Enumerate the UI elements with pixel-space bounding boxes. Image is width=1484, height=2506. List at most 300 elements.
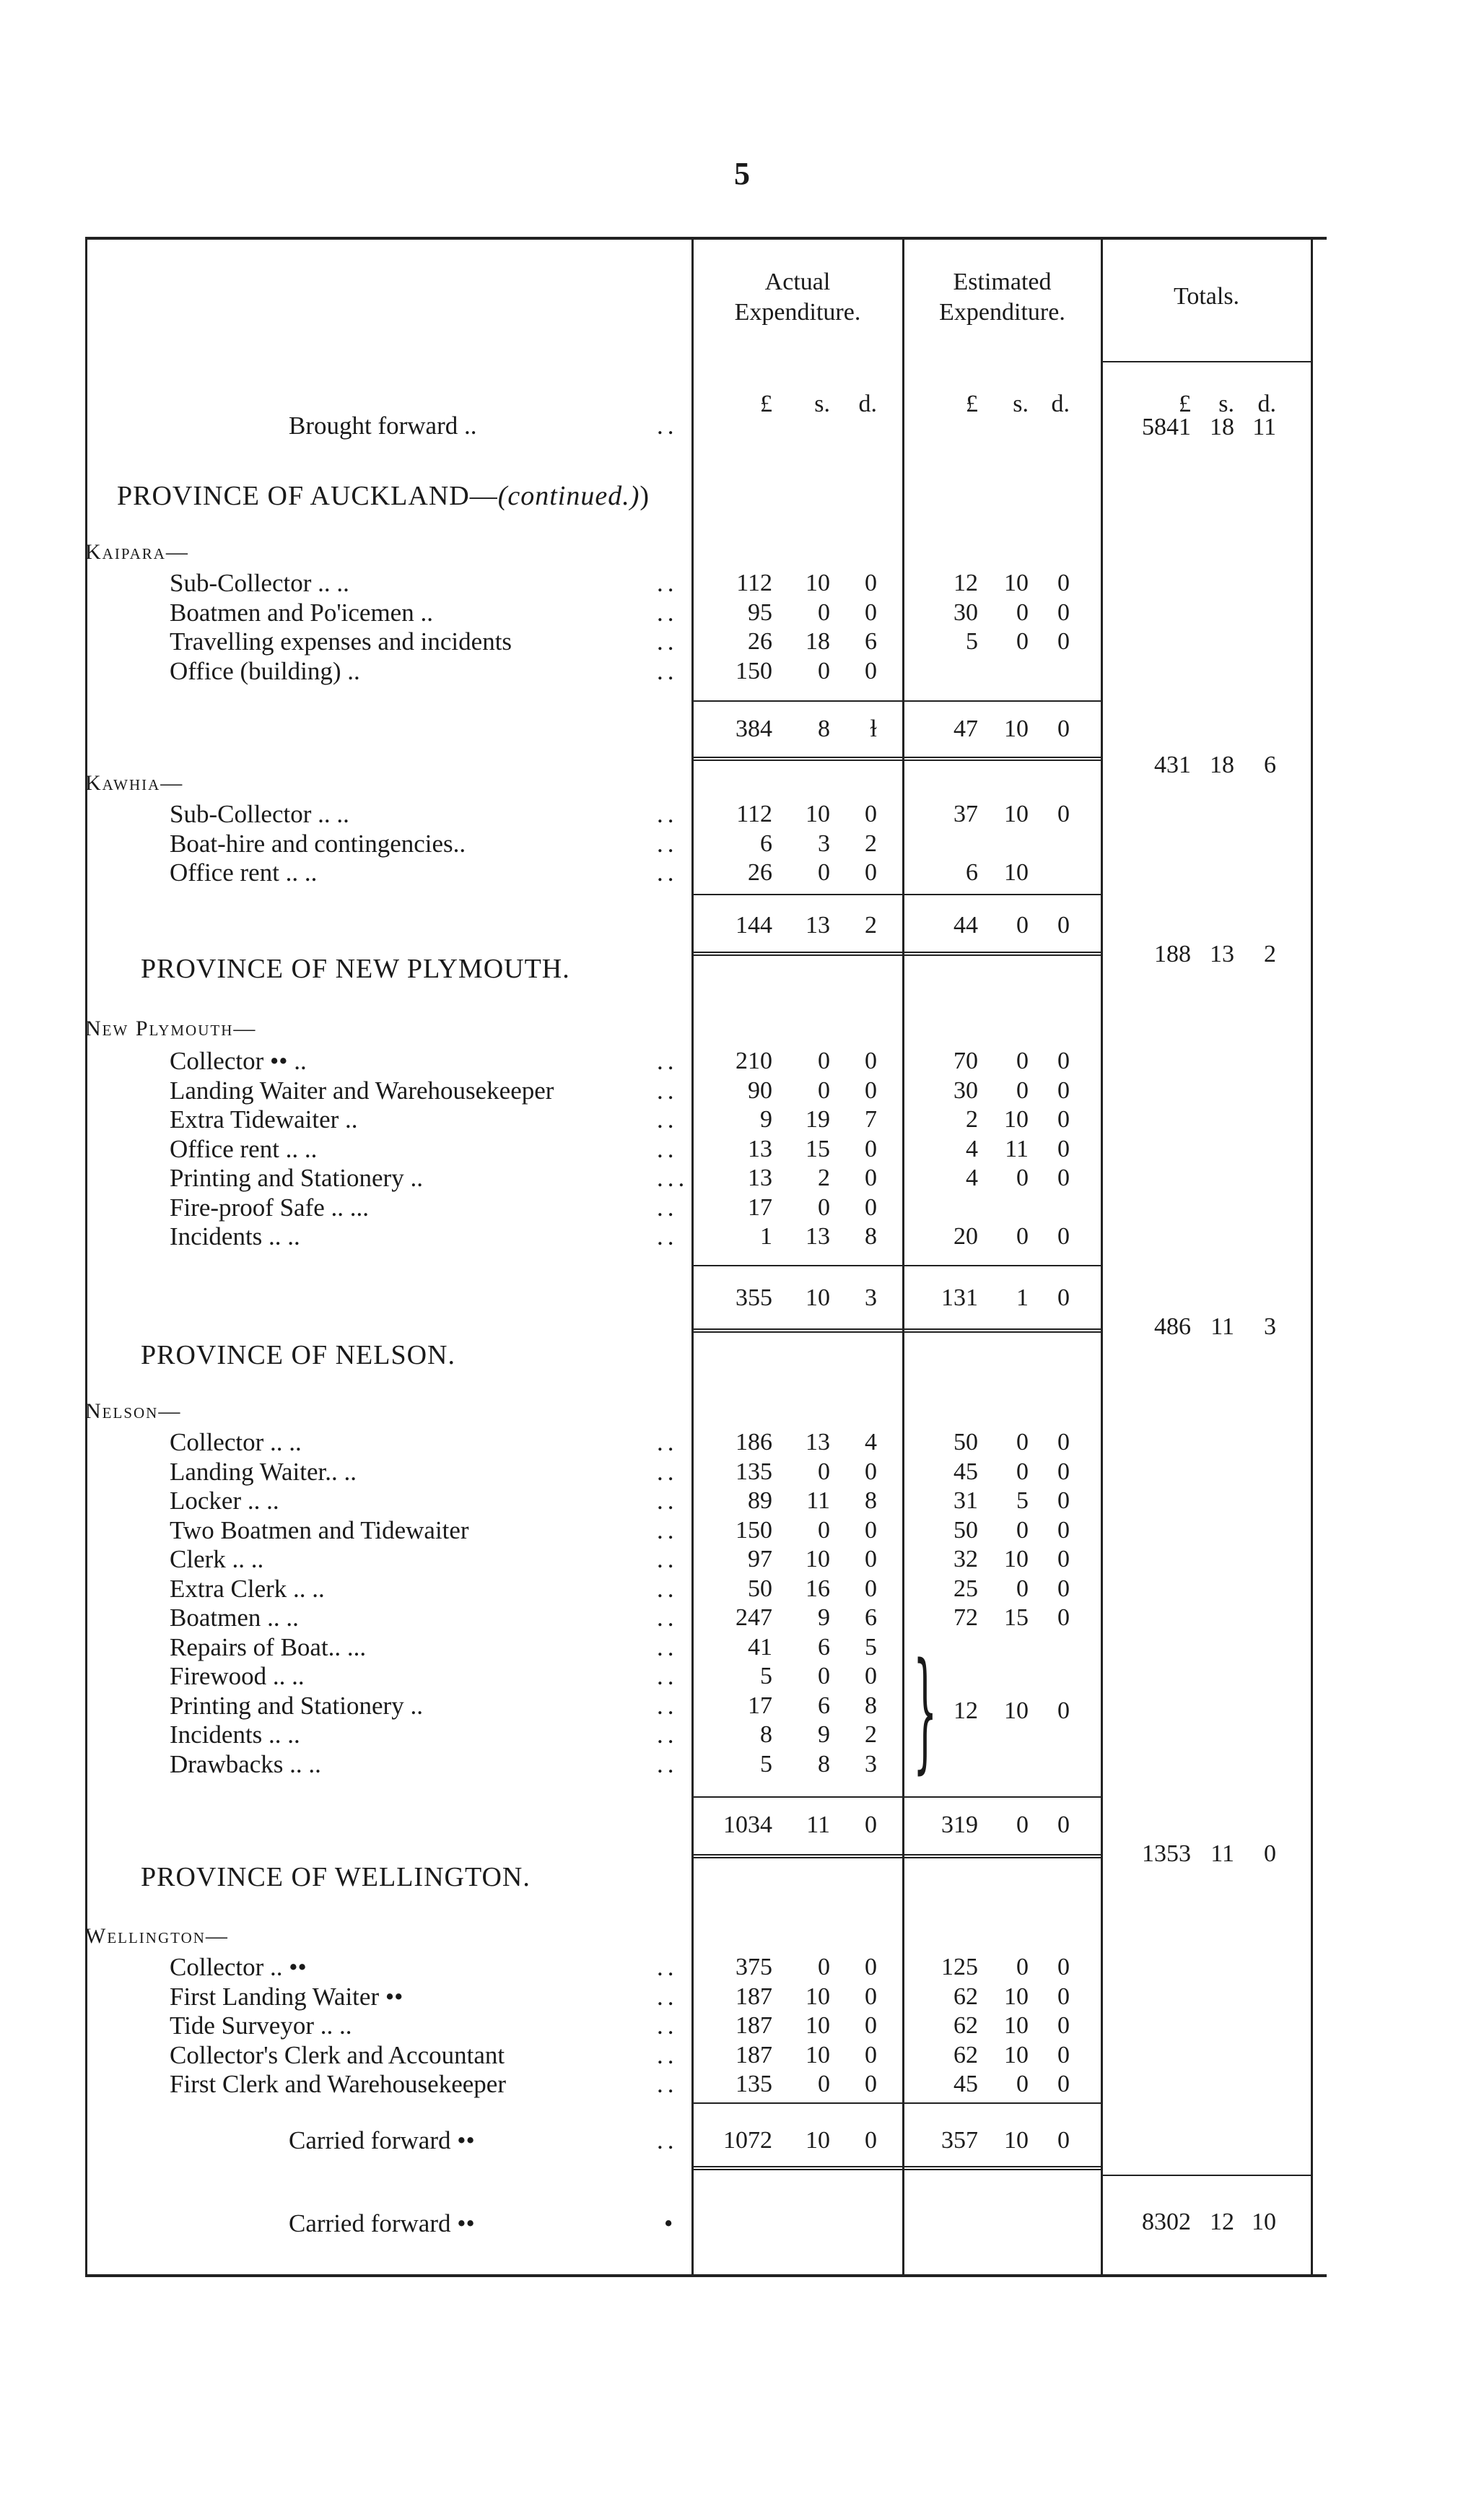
new_plymouth-actual-pence: 8 xyxy=(865,1223,877,1250)
new_plymouth-estimated-shillings: 0 xyxy=(1016,1223,1029,1250)
kaipara-total-shillings: 18 xyxy=(1210,752,1234,778)
unit-header-actual-shillings: s. xyxy=(814,391,830,417)
wellington-estimated-pounds: 62 xyxy=(953,2012,978,2039)
kawhia-total-pounds: 188 xyxy=(1154,941,1191,967)
kaipara-total-pence: 6 xyxy=(1264,752,1276,778)
new-plymouth-subtotal-estimated-pence: 0 xyxy=(1057,1284,1070,1311)
new_plymouth-estimated-pounds: 2 xyxy=(966,1106,978,1133)
new_plymouth-row-dots: .. xyxy=(657,1193,678,1222)
nelson-estimated-shillings: 5 xyxy=(1016,1487,1029,1514)
new_plymouth-actual-pence: 0 xyxy=(865,1165,877,1191)
wellington-carried-actual-pence: 0 xyxy=(865,2127,877,2154)
nelson-estimated-shillings: 0 xyxy=(1016,1575,1029,1602)
wellington-row-label: First Landing Waiter •• xyxy=(170,1982,403,2011)
new-plymouth-subtotal-actual-pounds: 355 xyxy=(736,1284,772,1311)
final-total-shillings: 12 xyxy=(1210,2209,1234,2235)
kawhia-actual-rule xyxy=(691,894,902,895)
kawhia-subtotal-estimated-pounds: 44 xyxy=(953,912,978,939)
kaipara-subtotal-estimated-shillings: 10 xyxy=(1004,715,1029,742)
province-new-plymouth: PROVINCE OF NEW PLYMOUTH. xyxy=(141,954,570,984)
nelson-subtotal-actual-shillings: 11 xyxy=(806,1811,830,1838)
wellington-carried-estimated-pence: 0 xyxy=(1057,2127,1070,2154)
kawhia-actual-shillings: 10 xyxy=(806,801,830,827)
new_plymouth-estimated-pounds: 4 xyxy=(966,1135,978,1162)
wellington-row-dots: .. xyxy=(657,2011,678,2040)
final-total-pence: 10 xyxy=(1252,2209,1276,2235)
kawhia-estimated-shillings: 10 xyxy=(1004,801,1029,827)
new_plymouth-actual-pounds: 13 xyxy=(748,1165,772,1191)
nelson-actual-rule xyxy=(691,1796,902,1798)
nelson-actual-shillings: 13 xyxy=(806,1429,830,1456)
new_plymouth-estimated-pounds: 4 xyxy=(966,1165,978,1191)
kaipara-estimated-shillings: 0 xyxy=(1016,599,1029,626)
wellington-actual-pounds: 187 xyxy=(736,1983,772,2010)
nelson-row-label: Two Boatmen and Tidewaiter xyxy=(170,1515,469,1544)
new_plymouth-actual-pounds: 17 xyxy=(748,1193,772,1221)
unit-header-actual-pounds: £ xyxy=(760,391,772,417)
new_plymouth-row-label: Office rent .. .. xyxy=(170,1134,318,1163)
nelson-row-label: Landing Waiter.. .. xyxy=(170,1457,357,1486)
nelson-row-label: Boatmen .. .. xyxy=(170,1604,299,1632)
wellington-actual-pence: 0 xyxy=(865,1954,877,1980)
wellington-actual-pence: 0 xyxy=(865,2041,877,2068)
wellington-carried-dots: .. xyxy=(657,2126,678,2154)
kaipara-estimated-pounds: 5 xyxy=(966,628,978,655)
province-wellington: PROVINCE OF WELLINGTON. xyxy=(141,1862,531,1892)
nelson-total-shillings: 11 xyxy=(1210,1840,1234,1867)
kaipara-row-label: Office (building) .. xyxy=(170,656,360,685)
nelson-bracket-estimated-pounds: 12 xyxy=(953,1697,978,1724)
wellington-actual-shillings: 0 xyxy=(818,1954,830,1980)
wellington-estimated-pence: 0 xyxy=(1057,2071,1070,2097)
brought-forward-total-pence: 11 xyxy=(1252,414,1276,440)
nelson-total-pounds: 1353 xyxy=(1142,1840,1191,1867)
nelson-row-label: Locker .. .. xyxy=(170,1487,279,1515)
wellington-estimated-pence: 0 xyxy=(1057,2012,1070,2039)
new-plymouth-total-pounds: 486 xyxy=(1154,1313,1191,1340)
nelson-row-label: Repairs of Boat.. ... xyxy=(170,1632,367,1661)
new_plymouth-actual-shillings: 0 xyxy=(818,1048,830,1074)
nelson-row-dots: .. xyxy=(657,1632,678,1661)
nelson-actual-shillings: 0 xyxy=(818,1516,830,1544)
kaipara-row-label: Travelling expenses and incidents xyxy=(170,627,512,656)
nelson-bracket-estimated-pence: 0 xyxy=(1057,1697,1070,1724)
nelson-actual-pence: 2 xyxy=(865,1721,877,1748)
wellington-actual-pounds: 375 xyxy=(736,1954,772,1980)
kaipara-estimated-rule xyxy=(902,700,1101,702)
kawhia-row-dots: .. xyxy=(657,858,678,887)
page-number: 5 xyxy=(734,156,750,191)
kaipara-actual-pence: 0 xyxy=(865,599,877,626)
kawhia-row-label: Boat-hire and contingencies.. xyxy=(170,829,466,858)
kaipara-row-dots: .. xyxy=(657,598,678,627)
table-bottom-rule xyxy=(85,2274,1327,2277)
nelson-row-label: Printing and Stationery .. xyxy=(170,1691,423,1720)
new_plymouth-estimated-pence: 0 xyxy=(1057,1106,1070,1133)
wellington-estimated-shillings: 10 xyxy=(1004,2012,1029,2039)
wellington-carried-actual-shillings: 10 xyxy=(806,2127,830,2154)
new-plymouth-actual-rule xyxy=(691,1265,902,1266)
new-plymouth-estimated-rule xyxy=(902,1265,1101,1266)
nelson-estimated-pounds: 45 xyxy=(953,1458,978,1485)
kaipara-estimated-shillings: 10 xyxy=(1004,570,1029,596)
nelson-actual-pounds: 8 xyxy=(760,1721,772,1748)
kawhia-estimated-pounds: 37 xyxy=(953,801,978,827)
kaipara-estimated-pounds: 12 xyxy=(953,570,978,596)
kaipara-actual-shillings: 0 xyxy=(818,599,830,626)
nelson-actual-shillings: 0 xyxy=(818,1458,830,1485)
nelson-estimated-pounds: 50 xyxy=(953,1516,978,1544)
new_plymouth-actual-pounds: 13 xyxy=(748,1135,772,1162)
new_plymouth-row-label: Printing and Stationery .. xyxy=(170,1164,423,1192)
wellington-row-dots: .. xyxy=(657,2040,678,2069)
nelson-row-dots: .. xyxy=(657,1545,678,1573)
kaipara-total-pounds: 431 xyxy=(1154,752,1191,778)
kaipara-subtotal-actual-pounds: 384 xyxy=(736,715,772,742)
unit-header-totals-pence: d. xyxy=(1257,391,1276,417)
wellington-actual-shillings: 0 xyxy=(818,2071,830,2097)
new_plymouth-estimated-pence: 0 xyxy=(1057,1165,1070,1191)
totals-header-rule xyxy=(1101,361,1311,362)
new_plymouth-actual-shillings: 19 xyxy=(806,1106,830,1133)
new_plymouth-actual-pence: 0 xyxy=(865,1135,877,1162)
wellington-actual-pounds: 187 xyxy=(736,2012,772,2039)
kaipara-estimated-shillings: 0 xyxy=(1016,628,1029,655)
kawhia-row-label: Sub-Collector .. .. xyxy=(170,800,349,828)
nelson-actual-shillings: 6 xyxy=(818,1692,830,1719)
new_plymouth-actual-pence: 0 xyxy=(865,1076,877,1104)
new_plymouth-estimated-pounds: 70 xyxy=(953,1048,978,1074)
kawhia-actual-pounds: 26 xyxy=(748,859,772,886)
nelson-estimated-shillings: 0 xyxy=(1016,1429,1029,1456)
kawhia-row-dots: .. xyxy=(657,800,678,828)
kawhia-subtotal-actual-pounds: 144 xyxy=(736,912,772,939)
col-divider-totals xyxy=(1101,238,1103,2276)
nelson-actual-pence: 0 xyxy=(865,1546,877,1572)
wellington-row-dots: .. xyxy=(657,1953,678,1981)
nelson-subtotal-actual-pounds: 1034 xyxy=(723,1811,772,1838)
unit-header-estimated-pence: d. xyxy=(1051,391,1070,417)
nelson-actual-pounds: 17 xyxy=(748,1692,772,1719)
nelson-row-dots: .. xyxy=(657,1720,678,1749)
wellington-estimated-pounds: 62 xyxy=(953,1983,978,2010)
nelson-actual-pounds: 150 xyxy=(736,1516,772,1544)
wellington-row-label: First Clerk and Warehousekeeper xyxy=(170,2070,506,2098)
final-carried-label: Carried forward •• xyxy=(289,2209,475,2237)
nelson-actual-pence: 0 xyxy=(865,1575,877,1602)
section-new_plymouth: New Plymouth— xyxy=(85,1017,257,1040)
wellington-actual-shillings: 10 xyxy=(806,1983,830,2010)
kaipara-actual-shillings: 10 xyxy=(806,570,830,596)
nelson-actual-pounds: 89 xyxy=(748,1487,772,1514)
wellington-estimated-pence: 0 xyxy=(1057,1954,1070,1980)
new_plymouth-actual-pounds: 90 xyxy=(748,1076,772,1104)
wellington-estimated-pounds: 45 xyxy=(953,2071,978,2097)
new-plymouth-subtotal-actual-shillings: 10 xyxy=(806,1284,830,1311)
new_plymouth-actual-pence: 7 xyxy=(865,1106,877,1133)
nelson-row-dots: .. xyxy=(657,1574,678,1603)
kaipara-actual-pounds: 150 xyxy=(736,657,772,684)
kawhia-actual-pence: 2 xyxy=(865,830,877,857)
nelson-estimated-pence: 0 xyxy=(1057,1487,1070,1514)
wellington-estimated-pence: 0 xyxy=(1057,1983,1070,2010)
new_plymouth-estimated-pence: 0 xyxy=(1057,1048,1070,1074)
wellington-actual-rule xyxy=(691,2102,902,2104)
nelson-actual-pence: 6 xyxy=(865,1604,877,1631)
unit-header-totals-pounds: £ xyxy=(1179,391,1191,417)
nelson-subtotal-estimated-pounds: 319 xyxy=(941,1811,978,1838)
new_plymouth-row-label: Extra Tidewaiter .. xyxy=(170,1105,358,1134)
nelson-estimated-shillings: 0 xyxy=(1016,1516,1029,1544)
new_plymouth-row-label: Landing Waiter and Warehousekeeper xyxy=(170,1076,554,1105)
nelson-row-dots: .. xyxy=(657,1662,678,1690)
wellington-estimated-double-rule xyxy=(902,2166,1101,2170)
nelson-estimated-shillings: 0 xyxy=(1016,1458,1029,1485)
kaipara-subtotal-actual-pence: ɫ xyxy=(870,715,877,742)
nelson-actual-pounds: 50 xyxy=(748,1575,772,1602)
new_plymouth-actual-shillings: 0 xyxy=(818,1193,830,1221)
new_plymouth-row-dots: ... xyxy=(657,1164,689,1192)
wellington-actual-double-rule xyxy=(691,2166,902,2170)
header-totals: Totals. xyxy=(1173,283,1240,310)
section-kawhia: Kawhia— xyxy=(85,771,184,795)
new_plymouth-actual-shillings: 2 xyxy=(818,1165,830,1191)
kaipara-row-label: Boatmen and Po'icemen .. xyxy=(170,598,433,627)
kawhia-row-label: Office rent .. .. xyxy=(170,858,318,887)
nelson-estimated-pence: 0 xyxy=(1057,1458,1070,1485)
kaipara-actual-pence: 0 xyxy=(865,570,877,596)
kawhia-actual-shillings: 0 xyxy=(818,859,830,886)
nelson-row-label: Firewood .. .. xyxy=(170,1662,305,1690)
kaipara-actual-pounds: 26 xyxy=(748,628,772,655)
nelson-row-label: Extra Clerk .. .. xyxy=(170,1574,325,1603)
nelson-row-dots: .. xyxy=(657,1604,678,1632)
new_plymouth-actual-pence: 0 xyxy=(865,1193,877,1221)
new-plymouth-total-pence: 3 xyxy=(1264,1313,1276,1340)
nelson-subtotal-estimated-pence: 0 xyxy=(1057,1811,1070,1838)
kaipara-estimated-pounds: 30 xyxy=(953,599,978,626)
wellington-estimated-shillings: 10 xyxy=(1004,1983,1029,2010)
province-auckland-continued: (continued.) xyxy=(497,481,640,511)
province-nelson: PROVINCE OF NELSON. xyxy=(141,1340,455,1370)
kawhia-total-pence: 2 xyxy=(1264,941,1276,967)
wellington-estimated-shillings: 0 xyxy=(1016,1954,1029,1980)
wellington-row-label: Tide Surveyor .. .. xyxy=(170,2011,352,2040)
nelson-actual-pence: 0 xyxy=(865,1663,877,1689)
unit-header-actual-pence: d. xyxy=(858,391,877,417)
nelson-actual-shillings: 9 xyxy=(818,1721,830,1748)
kaipara-actual-pence: 6 xyxy=(865,628,877,655)
wellington-carried-actual-pounds: 1072 xyxy=(723,2127,772,2154)
kawhia-subtotal-actual-shillings: 13 xyxy=(806,912,830,939)
kaipara-actual-pence: 0 xyxy=(865,657,877,684)
nelson-actual-pence: 8 xyxy=(865,1487,877,1514)
wellington-carried-label: Carried forward •• xyxy=(289,2126,475,2154)
nelson-actual-pounds: 41 xyxy=(748,1633,772,1661)
wellington-actual-pence: 0 xyxy=(865,1983,877,2010)
wellington-row-label: Collector's Clerk and Accountant xyxy=(170,2040,505,2069)
nelson-actual-shillings: 9 xyxy=(818,1604,830,1631)
nelson-estimated-pence: 0 xyxy=(1057,1516,1070,1544)
nelson-actual-pounds: 5 xyxy=(760,1750,772,1778)
kaipara-subtotal-actual-shillings: 8 xyxy=(818,715,830,742)
kaipara-row-dots: .. xyxy=(657,627,678,656)
nelson-actual-pounds: 97 xyxy=(748,1546,772,1572)
new_plymouth-estimated-pounds: 30 xyxy=(953,1076,978,1104)
nelson-subtotal-estimated-shillings: 0 xyxy=(1016,1811,1029,1838)
kawhia-actual-pence: 0 xyxy=(865,801,877,827)
wellington-carried-estimated-pounds: 357 xyxy=(941,2127,978,2154)
new_plymouth-actual-pounds: 9 xyxy=(760,1106,772,1133)
province-auckland: PROVINCE OF AUCKLAND—(continued.)) xyxy=(117,481,650,511)
nelson-actual-pence: 5 xyxy=(865,1633,877,1661)
new_plymouth-row-dots: .. xyxy=(657,1222,678,1250)
unit-header-totals-shillings: s. xyxy=(1218,391,1234,417)
kawhia-actual-pence: 0 xyxy=(865,859,877,886)
kawhia-estimated-rule xyxy=(902,894,1101,895)
nelson-row-dots: .. xyxy=(657,1749,678,1778)
nelson-actual-shillings: 0 xyxy=(818,1663,830,1689)
section-wellington: Wellington— xyxy=(85,1924,229,1948)
nelson-estimated-shillings: 15 xyxy=(1004,1604,1029,1631)
nelson-row-label: Clerk .. .. xyxy=(170,1545,264,1573)
header-actual: Actual Expenditure. xyxy=(734,269,861,326)
new_plymouth-row-dots: .. xyxy=(657,1134,678,1163)
wellington-estimated-pounds: 62 xyxy=(953,2041,978,2068)
wellington-actual-shillings: 10 xyxy=(806,2041,830,2068)
wellington-estimated-pence: 0 xyxy=(1057,2041,1070,2068)
nelson-row-dots: .. xyxy=(657,1428,678,1456)
new_plymouth-estimated-pounds: 20 xyxy=(953,1223,978,1250)
wellington-estimated-rule xyxy=(902,2102,1101,2104)
brought-forward-total-pounds: 5841 xyxy=(1142,414,1191,440)
new_plymouth-actual-shillings: 13 xyxy=(806,1223,830,1250)
new_plymouth-estimated-shillings: 11 xyxy=(1005,1135,1029,1162)
right-border xyxy=(1311,238,1313,2276)
new_plymouth-estimated-shillings: 10 xyxy=(1004,1106,1029,1133)
kawhia-actual-shillings: 3 xyxy=(818,830,830,857)
nelson-row-label: Incidents .. .. xyxy=(170,1720,300,1749)
nelson-actual-pounds: 186 xyxy=(736,1429,772,1456)
new_plymouth-row-label: Fire-proof Safe .. ... xyxy=(170,1193,370,1222)
unit-header-estimated-shillings: s. xyxy=(1013,391,1029,417)
nelson-estimated-pence: 0 xyxy=(1057,1546,1070,1572)
kaipara-row-dots: .. xyxy=(657,656,678,685)
kawhia-estimated-pounds: 6 xyxy=(966,859,978,886)
wellington-estimated-pounds: 125 xyxy=(941,1954,978,1980)
unit-header-estimated-pounds: £ xyxy=(966,391,978,417)
nelson-estimated-pence: 0 xyxy=(1057,1575,1070,1602)
new_plymouth-actual-shillings: 15 xyxy=(806,1135,830,1162)
nelson-actual-shillings: 16 xyxy=(806,1575,830,1602)
kawhia-row-dots: .. xyxy=(657,829,678,858)
kaipara-subtotal-estimated-pounds: 47 xyxy=(953,715,978,742)
nelson-actual-pounds: 135 xyxy=(736,1458,772,1485)
kaipara-row-label: Sub-Collector .. .. xyxy=(170,569,349,597)
nelson-estimated-shillings: 10 xyxy=(1004,1546,1029,1572)
kawhia-actual-pounds: 112 xyxy=(736,801,772,827)
new_plymouth-estimated-pence: 0 xyxy=(1057,1135,1070,1162)
new_plymouth-estimated-shillings: 0 xyxy=(1016,1165,1029,1191)
wellington-actual-shillings: 10 xyxy=(806,2012,830,2039)
new_plymouth-estimated-shillings: 0 xyxy=(1016,1076,1029,1104)
new-plymouth-total-shillings: 11 xyxy=(1210,1313,1234,1340)
kaipara-actual-shillings: 18 xyxy=(806,628,830,655)
final-carried-dots: • xyxy=(664,2209,678,2237)
kawhia-total-shillings: 13 xyxy=(1210,941,1234,967)
kaipara-subtotal-estimated-pence: 0 xyxy=(1057,715,1070,742)
wellington-actual-pounds: 135 xyxy=(736,2071,772,2097)
new_plymouth-estimated-pence: 0 xyxy=(1057,1223,1070,1250)
kaipara-estimated-pence: 0 xyxy=(1057,570,1070,596)
kawhia-actual-pounds: 6 xyxy=(760,830,772,857)
new-plymouth-subtotal-estimated-shillings: 1 xyxy=(1016,1284,1029,1311)
nelson-actual-pounds: 247 xyxy=(736,1604,772,1631)
wellington-estimated-shillings: 0 xyxy=(1016,2071,1029,2097)
section-kaipara: Kaipara— xyxy=(85,540,189,564)
nelson-estimated-rule xyxy=(902,1796,1101,1798)
kaipara-actual-pounds: 112 xyxy=(736,570,772,596)
wellington-carried-estimated-shillings: 10 xyxy=(1004,2127,1029,2154)
wellington-row-dots: .. xyxy=(657,1982,678,2011)
nelson-actual-shillings: 6 xyxy=(818,1633,830,1661)
new_plymouth-estimated-shillings: 0 xyxy=(1016,1048,1029,1074)
header-estimated: Estimated Expenditure. xyxy=(939,269,1065,326)
new_plymouth-actual-pounds: 1 xyxy=(760,1223,772,1250)
kawhia-estimated-shillings: 10 xyxy=(1004,859,1029,886)
new_plymouth-row-label: Incidents .. .. xyxy=(170,1222,300,1250)
nelson-actual-shillings: 10 xyxy=(806,1546,830,1572)
totals-final-rule xyxy=(1101,2175,1311,2176)
new_plymouth-row-dots: .. xyxy=(657,1076,678,1105)
nelson-row-dots: .. xyxy=(657,1457,678,1486)
new_plymouth-row-dots: .. xyxy=(657,1047,678,1075)
final-total-pounds: 8302 xyxy=(1142,2209,1191,2235)
nelson-actual-pence: 0 xyxy=(865,1458,877,1485)
nelson-estimated-pounds: 50 xyxy=(953,1429,978,1456)
nelson-actual-shillings: 11 xyxy=(806,1487,830,1514)
nelson-bracket-estimated-shillings: 10 xyxy=(1004,1697,1029,1724)
kawhia-subtotal-estimated-shillings: 0 xyxy=(1016,912,1029,939)
nelson-estimated-pounds: 25 xyxy=(953,1575,978,1602)
kawhia-estimated-pence: 0 xyxy=(1057,801,1070,827)
kaipara-row-dots: .. xyxy=(657,569,678,597)
nelson-row-dots: .. xyxy=(657,1691,678,1720)
nelson-actual-pence: 3 xyxy=(865,1750,877,1778)
brought-forward-dots: .. xyxy=(657,412,678,440)
kaipara-estimated-pence: 0 xyxy=(1057,628,1070,655)
nelson-row-dots: .. xyxy=(657,1515,678,1544)
nelson-subtotal-actual-pence: 0 xyxy=(865,1811,877,1838)
section-nelson: Nelson— xyxy=(85,1399,182,1423)
new_plymouth-actual-pounds: 210 xyxy=(736,1048,772,1074)
table-top-rule xyxy=(85,237,1327,240)
wellington-actual-pence: 0 xyxy=(865,2071,877,2097)
new_plymouth-estimated-pence: 0 xyxy=(1057,1076,1070,1104)
kawhia-subtotal-estimated-pence: 0 xyxy=(1057,912,1070,939)
nelson-actual-shillings: 8 xyxy=(818,1750,830,1778)
kaipara-actual-pounds: 95 xyxy=(748,599,772,626)
nelson-actual-pence: 4 xyxy=(865,1429,877,1456)
nelson-row-label: Drawbacks .. .. xyxy=(170,1749,321,1778)
new_plymouth-row-dots: .. xyxy=(657,1105,678,1134)
nelson-estimated-pounds: 72 xyxy=(953,1604,978,1631)
nelson-estimated-pounds: 31 xyxy=(953,1487,978,1514)
new_plymouth-actual-shillings: 0 xyxy=(818,1076,830,1104)
nelson-row-dots: .. xyxy=(657,1487,678,1515)
nelson-actual-pence: 0 xyxy=(865,1516,877,1544)
nelson-estimated-pence: 0 xyxy=(1057,1429,1070,1456)
